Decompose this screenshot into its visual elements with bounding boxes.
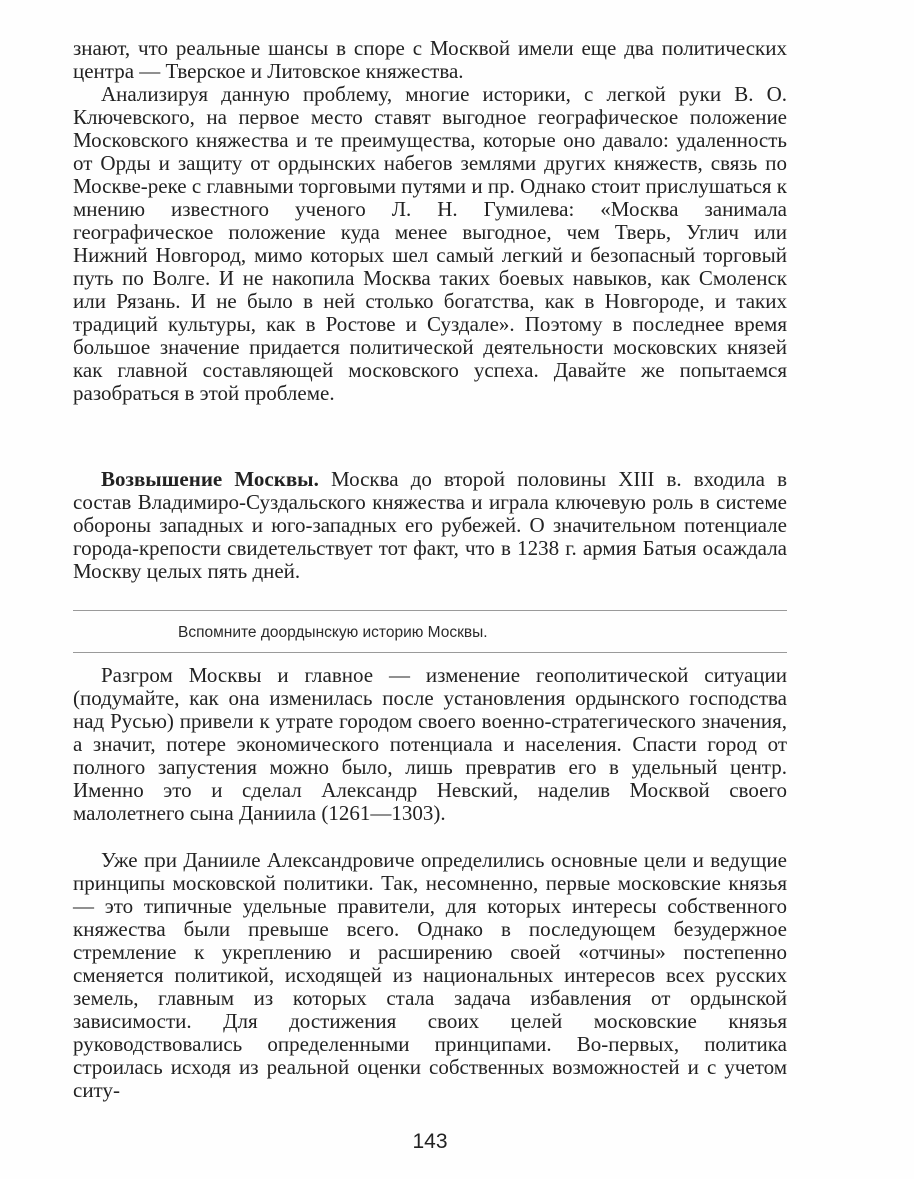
section-heading-rise-of-moscow: Возвышение Москвы. <box>101 467 319 491</box>
page-number: 143 <box>412 1130 448 1153</box>
paragraph-rise-of-moscow <box>73 468 787 583</box>
note-bottom-divider <box>73 652 787 653</box>
paragraph-continuation: знают, что реальные шансы в споре с Москвой имели еще два политических центра — Тверское и Литовское княжества. <box>73 36 787 83</box>
paragraph-destruction-of-moscow: Разгром Москвы и главное — изменение геополитической ситуации (подумайте, как она изменилась после установления ордынского господства над Русью) привели к утрате городом своего военно-стратегического значения, а значит, потере экономического потенциала и населения. Спасти город от полного запустения можно было, лишь превратив его в удельный центр. Именно это и сделал Александр Невский, наделив Москвой своего малолетнего сына Даниила (1261—1303). <box>73 663 787 825</box>
review-note: Вспомните доордынскую историю Москвы. <box>178 624 488 641</box>
note-top-divider <box>73 610 787 611</box>
paragraph-daniil-policy: Уже при Данииле Александровиче определились основные цели и ведущие принципы московской политики. Так, несомненно, первые московские князья — это типичные удельные правители, для которых интересы собственного княжества были превыше всего. Однако в последующем безудержное стремление к укреплению и расширению своей «отчины» постепенно сменяется политикой, исходящей из национальных интересов всех русских земель, главным из которых стала задача избавления от ордынской зависимости. Для достижения своих целей московские князья руководствовались определенными принципами. Во-первых, политика строилась исходя из реальной оценки собственных возможностей и с учетом ситу- <box>73 848 787 1102</box>
paragraph-klyuchevsky-gumilev: Анализируя данную проблему, многие историки, с легкой руки В. О. Ключевского, на первое место ставят выгодное географическое положение Московского княжества и те преимущества, которые оно давало: удаленность от Орды и защиту от ордынских набегов землями других княжеств, связь по Москве-реке с главными торговыми путями и пр. Однако стоит прислушаться к мнению известного ученого Л. Н. Гумилева: «Москва занимала географическое положение куда менее выгодное, чем Тверь, Углич или Нижний Новгород, мимо которых шел самый легкий и безопасный торговый путь по Волге. И не накопила Москва таких боевых навыков, как Смоленск или Рязань. И не было в ней столько богатства, как в Новгороде, и таких традиций культуры, как в Ростове и Суздале». Поэтому в последнее время большое значение придается политической деятельности московских князей как главной составляющей московского успеха. Давайте же попытаемся разобраться в этой проблеме. <box>73 82 787 405</box>
rise-of-moscow-text: Москва до второй половины XIII в. входила в состав Владимиро-Суздальского княжества и играла ключевую роль в системе обороны западных и юго-западных его рубежей. О значительном потенциале города-крепости свидетельствует тот факт, что в 1238 г. армия Батыя осаждала Москву целых пять дней. <box>73 467 787 583</box>
